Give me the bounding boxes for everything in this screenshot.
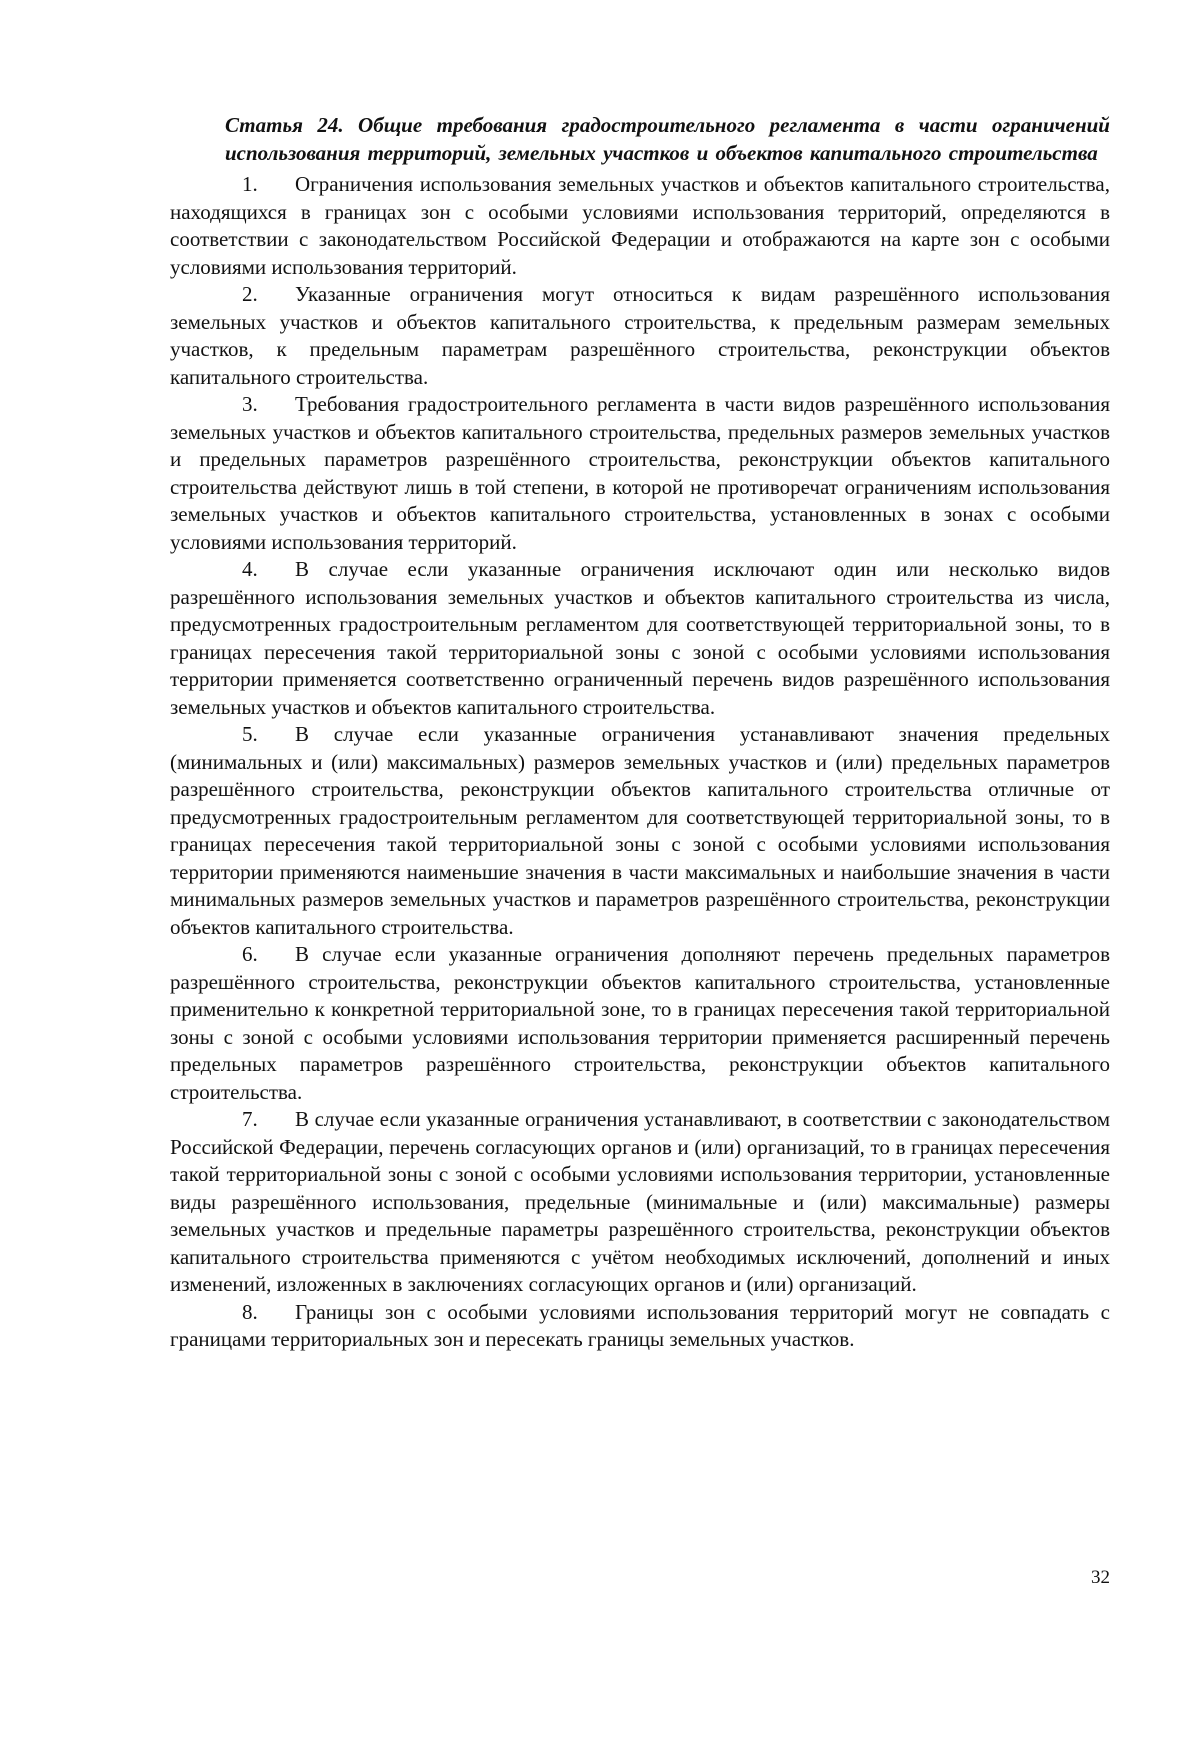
paragraph-number: 2. (242, 282, 258, 306)
paragraph-text: В случае если указанные ограничения устанавливают значения предельных (минимальных и (или) максимальных) размеров земельных участков и (или) предельных параметров разрешённого строительства, реконструкции объектов капитального строительства отличные от предусмотренных градостроительным регламентом для соответствующей территориальной зоны, то в границах пересечения такой территориальной зоны с зоной с особыми условиями использования территории применяются наименьшие значения в части максимальных и наибольшие значения в части минимальных размеров земельных участков и параметров разрешённого строительства, реконструкции объектов капитального строительства. (170, 722, 1110, 939)
paragraph-number: 7. (242, 1107, 258, 1131)
paragraph-4 (170, 556, 1110, 721)
paragraph-6 (170, 941, 1110, 1106)
paragraph-text: В случае если указанные ограничения дополняют перечень предельных параметров разрешённого строительства, реконструкции объектов капитального строительства, установленные применительно к конкретной территориальной зоне, то в границах пересечения такой территориальной зоны с зоной с особыми условиями использования территории применяется расширенный перечень предельных параметров разрешённого строительства, реконструкции объектов капитального строительства. (170, 942, 1110, 1104)
paragraph-7 (170, 1106, 1110, 1299)
document-page (170, 112, 1110, 1354)
page-number: 32 (1091, 1567, 1110, 1588)
paragraph-text: В случае если указанные ограничения устанавливают, в соответствии с законодательством Российской Федерации, перечень согласующих органов и (или) организаций, то в границах пересечения такой территориальной зоны с зоной с особыми условиями использования территории, установленные виды разрешённого использования, предельные (минимальные и (или) максимальные) размеры земельных участков и предельные параметры разрешённого строительства, реконструкции объектов капитального строительства применяются с учётом необходимых исключений, дополнений и иных изменений, изложенных в заключениях согласующих органов и (или) организаций. (170, 1107, 1110, 1296)
paragraph-text: Ограничения использования земельных участков и объектов капитального строительства, находящихся в границах зон с особыми условиями использования территорий, определяются в соответствии с законодательством Российской Федерации и отображаются на карте зон с особыми условиями использования территорий. (170, 172, 1110, 279)
paragraph-8 (170, 1299, 1110, 1354)
paragraph-text: Указанные ограничения могут относиться к видам разрешённого использования земельных участков и объектов капитального строительства, к предельным размерам земельных участков, к предельным параметрам разрешённого строительства, реконструкции объектов капитального строительства. (170, 282, 1110, 389)
paragraph-text: Границы зон с особыми условиями использования территорий могут не совпадать с границами территориальных зон и пересекать границы земельных участков. (170, 1299, 1110, 1351)
paragraph-text: В случае если указанные ограничения исключают один или несколько видов разрешённого использования земельных участков и объектов капитального строительства из числа, предусмотренных градостроительным регламентом для соответствующей территориальной зоны, то в границах пересечения такой территориальной зоны с зоной с особыми условиями использования территории применяется соответственно ограниченный перечень видов разрешённого использования земельных участков и объектов капитального строительства. (170, 557, 1110, 719)
paragraph-number: 6. (242, 942, 258, 966)
paragraph-5 (170, 721, 1110, 941)
paragraph-text: Требования градостроительного регламента в части видов разрешённого использования земельных участков и объектов капитального строительства, предельных размеров земельных участков и предельных параметров разрешённого строительства, реконструкции объектов капитального строительства действуют лишь в той степени, в которой не противоречат ограничениям использования земельных участков и объектов капитального строительства, установленных в зонах с особыми условиями использования территорий. (170, 392, 1110, 554)
paragraph-number: 3. (242, 392, 258, 416)
paragraph-number: 4. (242, 557, 258, 581)
paragraph-number: 5. (242, 722, 258, 746)
paragraph-number: 1. (242, 172, 258, 196)
article-heading: Статья 24. Общие требования градостроительного регламента в части ограничений использования территорий, земельных участков и объектов капитального строительства (225, 113, 1110, 165)
paragraph-number: 8. (242, 1299, 258, 1324)
paragraph-3 (170, 391, 1110, 556)
paragraph-2 (170, 281, 1110, 391)
paragraph-1 (170, 171, 1110, 281)
